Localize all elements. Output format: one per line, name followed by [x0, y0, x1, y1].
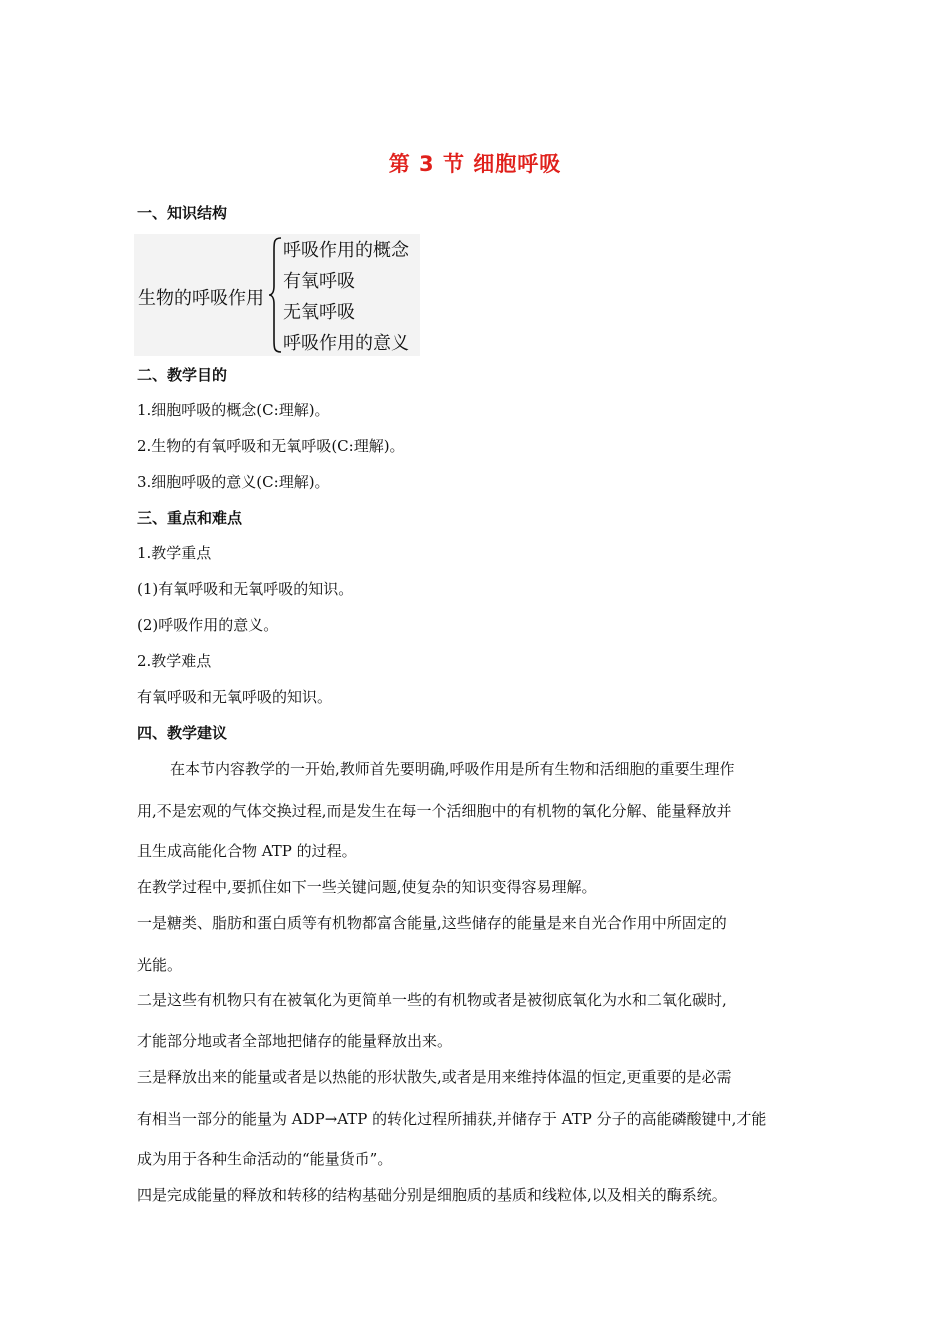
key-point-line: (1)有氧呼吸和无氧呼吸的知识。: [137, 580, 354, 598]
section-heading-knowledge-structure: 一、知识结构: [137, 204, 228, 222]
suggestion-line: 才能部分地或者全部地把储存的能量释放出来。: [137, 1032, 453, 1050]
goal-item: 3.细胞呼吸的意义(C:理解)。: [137, 473, 330, 491]
key-point-line: 有氧呼吸和无氧呼吸的知识。: [137, 688, 333, 706]
key-point-line: 1.教学重点: [137, 544, 212, 562]
suggestion-line: 在教学过程中,要抓住如下一些关键问题,使复杂的知识变得容易理解。: [137, 878, 597, 896]
suggestion-line: 用,不是宏观的气体交换过程,而是发生在每一个活细胞中的有机物的氧化分解、能量释放并: [137, 802, 732, 820]
key-point-line: 2.教学难点: [137, 652, 212, 670]
page-title: 第 3 节 细胞呼吸: [388, 152, 562, 176]
knowledge-structure-diagram: [134, 234, 420, 356]
section-heading-teaching-suggestions: 四、教学建议: [137, 724, 228, 742]
suggestion-line: 光能。: [137, 956, 183, 974]
diagram-root-label: 生物的呼吸作用: [138, 288, 264, 309]
suggestion-line: 四是完成能量的释放和转移的结构基础分别是细胞质的基质和线粒体,以及相关的酶系统。: [137, 1186, 727, 1204]
diagram-branch-aerobic: 有氧呼吸: [283, 271, 355, 292]
suggestion-line: 在本节内容教学的一开始,教师首先要明确,呼吸作用是所有生物和活细胞的重要生理作: [170, 760, 735, 778]
diagram-branch-concept: 呼吸作用的概念: [283, 240, 409, 261]
goal-item: 2.生物的有氧呼吸和无氧呼吸(C:理解)。: [137, 437, 405, 455]
suggestion-line: 一是糖类、脂肪和蛋白质等有机物都富含能量,这些储存的能量是来自光合作用中所固定的: [137, 914, 727, 932]
suggestion-line: 且生成高能化合物 ATP 的过程。: [137, 842, 357, 860]
diagram-branch-significance: 呼吸作用的意义: [283, 333, 409, 354]
suggestion-line: 二是这些有机物只有在被氧化为更简单一些的有机物或者是被彻底氧化为水和二氧化碳时,: [137, 991, 727, 1009]
suggestion-line: 成为用于各种生命活动的“能量货币”。: [137, 1150, 393, 1168]
section-heading-key-points: 三、重点和难点: [137, 509, 243, 527]
suggestion-line: 有相当一部分的能量为 ADP→ATP 的转化过程所捕获,并储存于 ATP 分子的高能磷酸键中,才能: [137, 1110, 767, 1128]
goal-item: 1.细胞呼吸的概念(C:理解)。: [137, 401, 330, 419]
suggestion-line: 三是释放出来的能量或者是以热能的形状散失,或者是用来维持体温的恒定,更重要的是必需: [137, 1068, 732, 1086]
key-point-line: (2)呼吸作用的意义。: [137, 616, 279, 634]
curly-brace-icon: [268, 236, 282, 354]
diagram-branch-anaerobic: 无氧呼吸: [283, 302, 355, 323]
section-heading-teaching-goals: 二、教学目的: [137, 366, 228, 384]
